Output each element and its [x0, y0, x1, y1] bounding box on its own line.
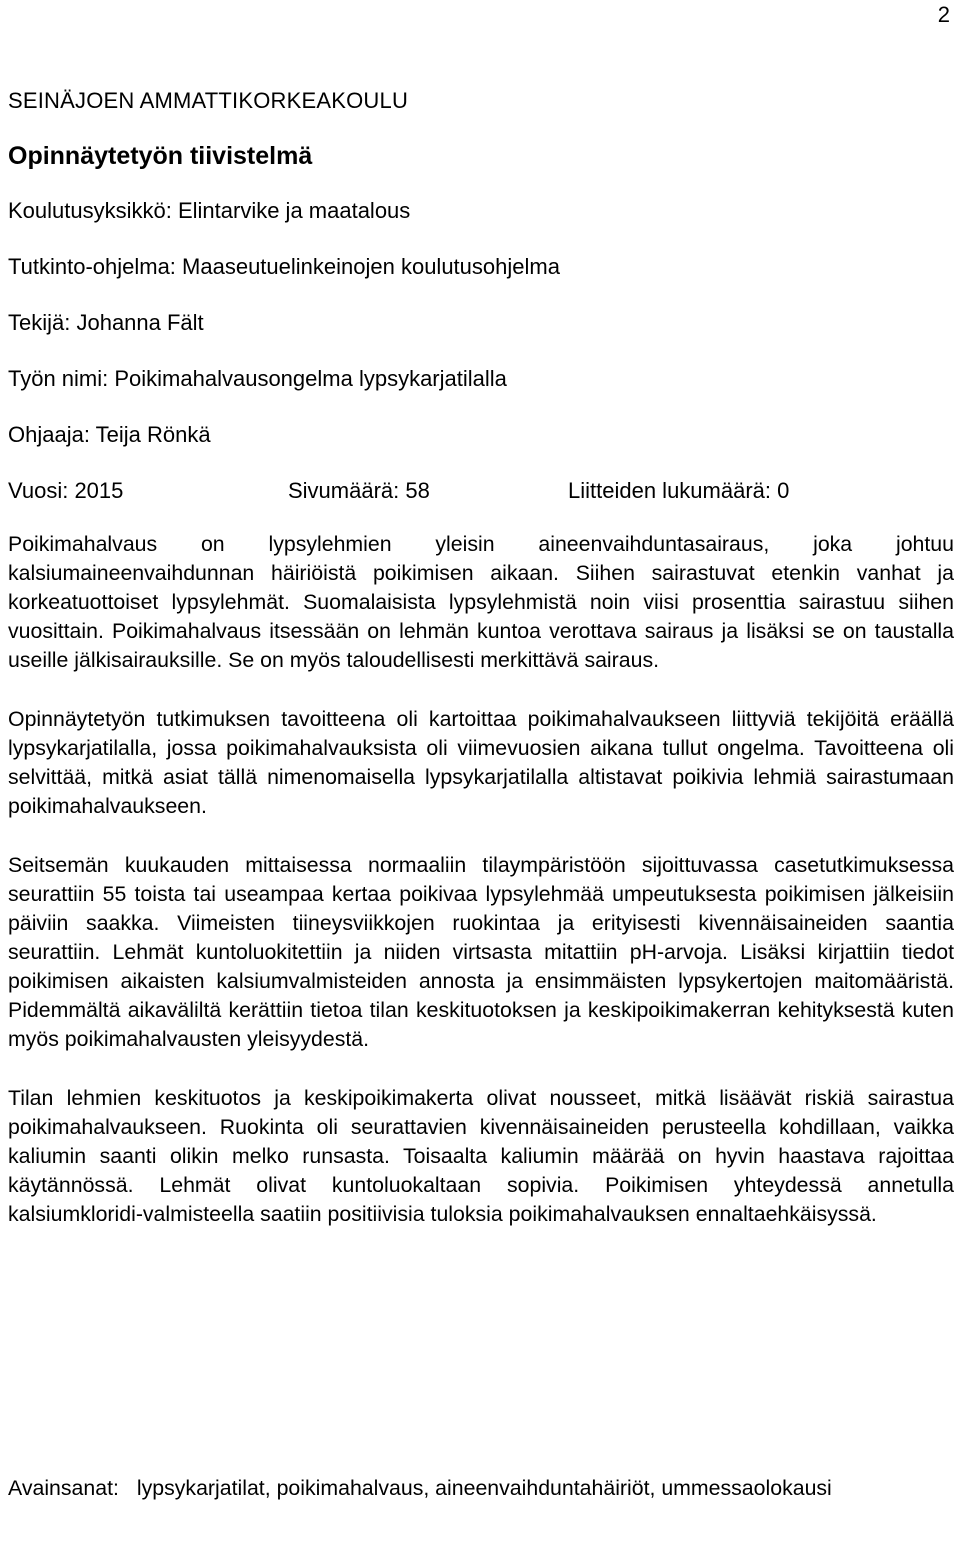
meta-appendices: Liitteiden lukumäärä: 0 [568, 478, 790, 503]
abstract-paragraph: Tilan lehmien keskituotos ja keskipoikimakerta olivat nousseet, mitkä lisäävät riskiä sairastua poikimahalvaukseen. Ruokinta oli seurattavien kivennäisaineiden perusteella kohdillaan, vaikka kaliumin saanti olikin melko runsasta. Toisaalta kaliumin määrää on hyvin haastava rajoittaa käytännössä. Lehmät olivat kuntoluokaltaan sopivia. Poikimisen yhteydessä annetulla kalsiumkloridi-valmisteella saatiin positiivisia tuloksia poikimahalvauksen ennaltaehkäisyssä. [8, 1086, 954, 1226]
field-unit: Koulutusyksikkö: Elintarvike ja maatalous [8, 198, 411, 223]
abstract-paragraph: Opinnäytetyön tutkimuksen tavoitteena oli kartoittaa poikimahalvaukseen liittyviä tekijöitä eräällä lypsykarjatilalla, jossa poikimahalvauksista oli viimevuosien aikana tullut ongelma. Tavoitteena oli selvittää, mitkä asiat tällä nimenomaisella lypsykarjatilalla altistavat poikivia lehmiä sairastumaan poikimahalvaukseen. [8, 707, 954, 818]
institution-name: SEINÄJOEN AMMATTIKORKEAKOULU [8, 88, 409, 113]
field-programme: Tutkinto-ohjelma: Maaseutuelinkeinojen koulutusohjelma [8, 254, 560, 279]
page-title: Opinnäytetyön tiivistelmä [8, 142, 313, 170]
abstract-page [8, 86, 954, 1229]
field-author: Tekijä: Johanna Fält [8, 310, 204, 335]
keywords-label: Avainsanat: [8, 1476, 119, 1500]
keywords-value: lypsykarjatilat, poikimahalvaus, aineenvaihduntahäiriöt, ummessaolokausi [136, 1476, 832, 1500]
field-work-title: Työn nimi: Poikimahalvausongelma lypsykarjatilalla [8, 366, 507, 391]
meta-pages: Sivumäärä: 58 [288, 478, 430, 503]
abstract-paragraph: Poikimahalvaus on lypsylehmien yleisin aineenvaihduntasairaus, joka johtuu kalsiumaineenvaihdunnan häiriöistä poikimisen aikaan. Siihen sairastuvat etenkin vanhat ja korkeatuottoiset lypsylehmät. Suomalaisista lypsylehmistä noin viisi prosenttia sairastuu siihen vuosittain. Poikimahalvaus itsessään on lehmän kuntoa verottava sairaus ja lisäksi se on taustalla useille jälkisairauksille. Se on myös taloudellisesti merkittävä sairaus. [8, 532, 954, 672]
meta-year: Vuosi: 2015 [8, 478, 124, 503]
field-supervisor: Ohjaaja: Teija Rönkä [8, 422, 211, 447]
page-number: 2 [937, 2, 950, 27]
keywords [8, 1474, 944, 1503]
abstract-paragraph: Seitsemän kuukauden mittaisessa normaaliin tilaympäristöön sijoittuvassa casetutkimuksessa seurattiin 55 toista tai useampaa kertaa poikivaa lypsylehmää umpeutuksesta poikimisen jälkeisiin päiviin saakka. Viimeisten tiineysviikkojen ruokintaa ja erityisesti kivennäisaineiden saantia seurattiin. Lehmät kuntoluokitettiin ja niiden virtsasta mitattiin pH-arvoja. Lisäksi kirjattiin tiedot poikimisen aikaisten kalsiumvalmisteiden annosta ja ensimmäisten lypsykertojen maitomääristä. Pidemmältä aikaväliltä kerättiin tietoa tilan keskituotoksen ja keskipoikimakerran kehityksestä kuten myös poikimahalvausten yleisyydestä. [8, 853, 954, 1051]
meta-row [8, 476, 954, 506]
